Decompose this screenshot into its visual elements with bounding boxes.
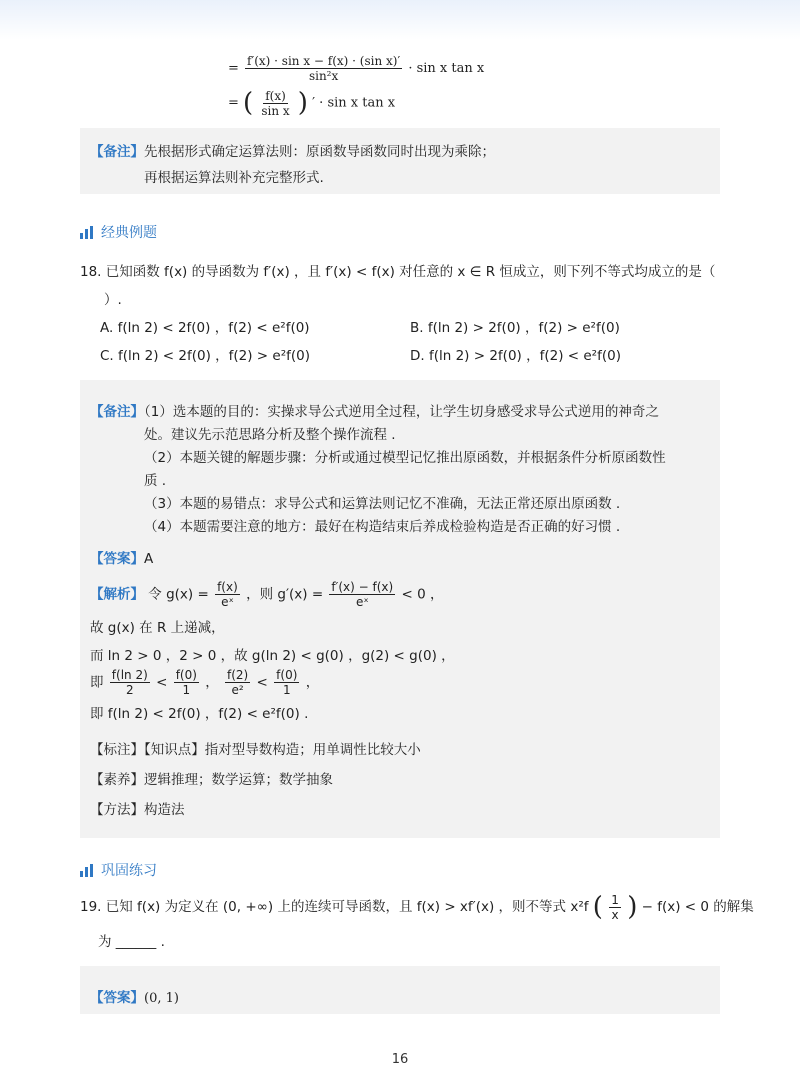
solution-line-1: 【解析】 令 g(x) = $\frac{f(x)}{\text{eˣ}}$ ，则 g′(x) = $\frac{f'(x) - f(x)}{\text{eˣ}}$ < 0 ， [90, 580, 444, 609]
solution-tag: 【解析】 [90, 586, 144, 603]
note-box-1 [80, 128, 720, 194]
note-point-1-cont: 处。建议先示范思路分析及整个操作流程 . [144, 427, 396, 443]
annotation-literacy: 【素养】逻辑推理；数学运算；数学抽象 [90, 772, 333, 788]
annotation-knowledge: 【标注】【知识点】指对型导数构造；用单调性比较大小 [90, 742, 421, 758]
derivation-line-2: = ( $\frac{f(x)}{\text{sin x}}$ ) ′ · sin x tan x [228, 88, 396, 118]
question-19-stem: 19. 已知 f(x) 为定义在 (0, +∞) 上的连续可导函数，且 f(x) > xf′(x) ，则不等式 x²f ( $\frac{1}{x}$ ) − f(x) < 0 的解集 [80, 892, 754, 922]
option-c: C. f(ln 2) < 2f(0) ，f(2) > e²f(0) [100, 348, 310, 364]
bar-chart-icon [80, 226, 93, 239]
note-tag: 【备注】 [90, 144, 144, 160]
page-number: 16 [391, 1052, 409, 1067]
question-18-stem: 18. 已知函数 f(x) 的导函数为 f′(x) ，且 f′(x) < f(x) 对任意的 x ∈ R 恒成立，则下列不等式均成立的是（ [80, 264, 716, 280]
note-point-1: （1）选本题的目的：实操求导公式逆用全过程，让学生切身感受求导公式逆用的神奇之 [144, 404, 659, 420]
note-point-3: （3）本题的易错点：求导公式和运算法则记忆不准确，无法正常还原出原函数 . [144, 496, 621, 512]
note-tag: 【备注】 [90, 404, 144, 420]
note-point-4: （4）本题需要注意的地方：最好在构造结束后养成检验构造是否正确的好习惯 . [144, 519, 621, 535]
section-heading-practice [80, 860, 157, 880]
solution-line-5: 即 f(ln 2) < 2f(0) ，f(2) < e²f(0) . [90, 706, 309, 722]
note-point-2: （2）本题关键的解题步骤：分析或通过模型记忆推出原函数，并根据条件分析原函数性 [144, 450, 666, 466]
solution-line-3: 而 ln 2 > 0 ，2 > 0 ，故 g(ln 2) < g(0) ，g(2) < g(0) ， [90, 648, 455, 664]
section-title: 巩固练习 [101, 863, 157, 879]
solution-line-4: 即 $\frac{f(\ln 2)}{2}$ < $\frac{f(0)}{1}$ ， $\frac{f(2)}{\text{e²}}$ < $\frac{f(0)}{1}$ ， [90, 668, 320, 697]
solution-line-2: 故 g(x) 在 R 上递减， [90, 620, 225, 636]
option-a: A. f(ln 2) < 2f(0) ，f(2) < e²f(0) [100, 320, 310, 336]
question-18-stem-end: ）. [104, 292, 122, 308]
note-text-2: 再根据运算法则补充完整形式. [144, 170, 324, 186]
answer-value: (0, 1) [144, 991, 179, 1006]
answer-value: A [144, 551, 154, 567]
option-b: B. f(ln 2) > 2f(0) ，f(2) > e²f(0) [410, 320, 620, 336]
answer-tag: 【答案】 [90, 990, 144, 1006]
answer-tag: 【答案】 [90, 551, 144, 567]
question-19-blank: 为 ______ . [98, 934, 165, 950]
annotation-method: 【方法】构造法 [90, 802, 185, 818]
option-d: D. f(ln 2) > 2f(0) ，f(2) < e²f(0) [410, 348, 621, 364]
section-heading-examples [80, 222, 157, 242]
derivation-fraction: $\frac{\text{f′(x) · sin x − f(x) · (sin x)′}}{\text{sin²x}}$ [247, 54, 401, 83]
header-fade [0, 0, 800, 40]
section-title: 经典例题 [101, 225, 157, 241]
derivation-line-1: = $\frac{\text{f′(x) · sin x − f(x) · (sin x)′}}{\text{sin²x}}$ · sin x tan x [228, 54, 485, 83]
answer-box-19 [80, 966, 720, 1014]
analysis-box-18 [80, 380, 720, 838]
note-point-2-cont: 质 . [144, 473, 167, 489]
note-text: 先根据形式确定运算法则：原函数导函数同时出现为乘除； [144, 144, 495, 160]
derivation-fraction-2: $\frac{f(x)}{\text{sin x}}$ [261, 88, 290, 118]
bar-chart-icon [80, 864, 93, 877]
